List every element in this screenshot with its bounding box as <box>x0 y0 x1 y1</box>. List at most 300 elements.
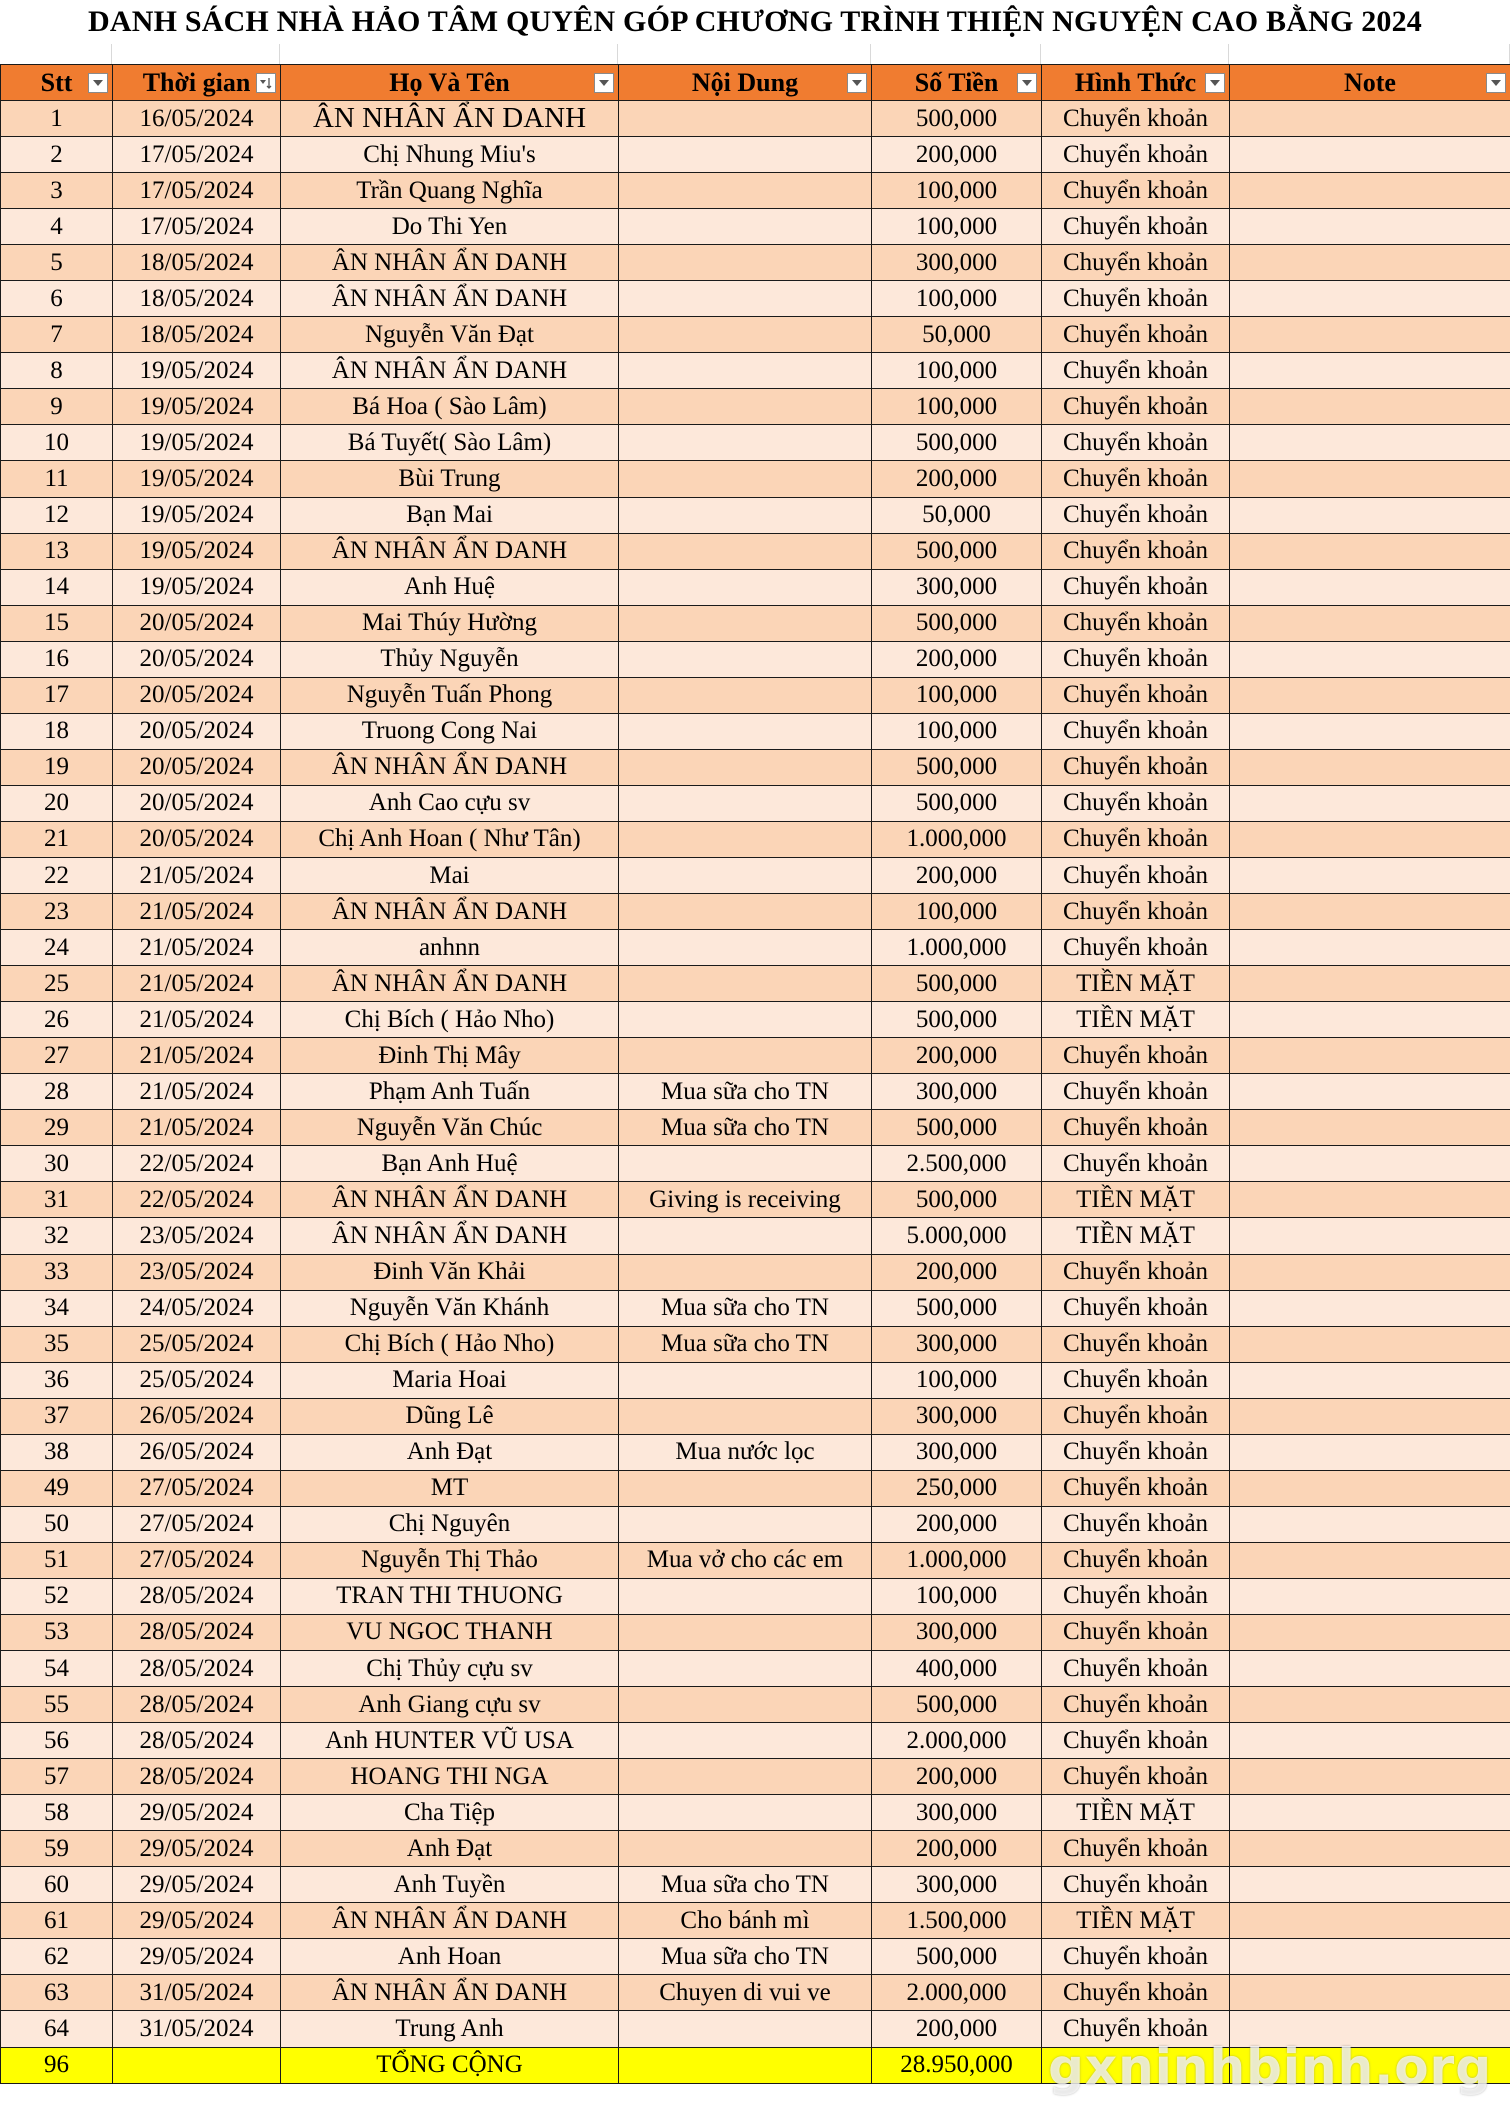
cell-amount[interactable]: 500,000 <box>872 1290 1042 1326</box>
cell-date[interactable]: 18/05/2024 <box>113 245 281 281</box>
cell-amount[interactable]: 100,000 <box>872 677 1042 713</box>
cell-note[interactable] <box>1230 1110 1510 1146</box>
cell-note[interactable] <box>1230 1254 1510 1290</box>
cell-stt[interactable]: 64 <box>1 2011 113 2047</box>
cell-method[interactable]: Chuyển khoản <box>1042 1362 1230 1398</box>
cell-name[interactable]: Đinh Thị Mây <box>281 1038 619 1074</box>
cell-date[interactable]: 28/05/2024 <box>113 1578 281 1614</box>
cell-name[interactable]: Chị Thủy cựu sv <box>281 1651 619 1687</box>
cell-content[interactable] <box>619 2011 872 2047</box>
cell-stt[interactable]: 16 <box>1 641 113 677</box>
cell-amount[interactable]: 1.500,000 <box>872 1903 1042 1939</box>
cell-date[interactable]: 23/05/2024 <box>113 1218 281 1254</box>
cell-note[interactable] <box>1230 1326 1510 1362</box>
cell-name[interactable]: Dũng Lê <box>281 1398 619 1434</box>
cell-note[interactable] <box>1230 317 1510 353</box>
cell-date[interactable]: 29/05/2024 <box>113 1831 281 1867</box>
cell-method[interactable]: Chuyển khoản <box>1042 1614 1230 1650</box>
cell-stt[interactable]: 56 <box>1 1723 113 1759</box>
cell-note[interactable] <box>1230 1506 1510 1542</box>
cell-content[interactable] <box>619 497 872 533</box>
cell-stt[interactable]: 20 <box>1 785 113 821</box>
cell-amount[interactable]: 100,000 <box>872 281 1042 317</box>
cell-content[interactable] <box>619 1795 872 1831</box>
filter-dropdown-icon[interactable] <box>594 73 614 93</box>
cell-method[interactable]: Chuyển khoản <box>1042 1326 1230 1362</box>
cell-name[interactable]: MT <box>281 1470 619 1506</box>
cell-amount[interactable]: 1.000,000 <box>872 821 1042 857</box>
cell-date[interactable]: 27/05/2024 <box>113 1470 281 1506</box>
cell-name[interactable]: Anh Tuyền <box>281 1867 619 1903</box>
cell-name[interactable]: Anh HUNTER VŨ USA <box>281 1723 619 1759</box>
cell-name[interactable]: Bùi Trung <box>281 461 619 497</box>
cell-note[interactable] <box>1230 966 1510 1002</box>
cell-amount[interactable]: 5.000,000 <box>872 1218 1042 1254</box>
cell-stt[interactable]: 37 <box>1 1398 113 1434</box>
cell-amount[interactable]: 200,000 <box>872 2011 1042 2047</box>
cell-date[interactable]: 19/05/2024 <box>113 497 281 533</box>
cell-name[interactable]: Nguyễn Tuấn Phong <box>281 677 619 713</box>
cell-note[interactable] <box>1230 605 1510 641</box>
cell-content[interactable] <box>619 101 872 137</box>
cell-amount[interactable]: 300,000 <box>872 1795 1042 1831</box>
cell-name[interactable]: Đinh Văn Khải <box>281 1254 619 1290</box>
cell-name[interactable]: ÂN NHÂN ẨN DANH <box>281 1182 619 1218</box>
cell-content[interactable] <box>619 569 872 605</box>
cell-method[interactable]: Chuyển khoản <box>1042 1074 1230 1110</box>
filter-dropdown-icon[interactable] <box>847 73 867 93</box>
cell-content[interactable] <box>619 1578 872 1614</box>
cell-date[interactable]: 23/05/2024 <box>113 1254 281 1290</box>
cell-note[interactable] <box>1230 245 1510 281</box>
cell-stt[interactable]: 28 <box>1 1074 113 1110</box>
cell-stt[interactable]: 51 <box>1 1542 113 1578</box>
cell-date[interactable]: 21/05/2024 <box>113 966 281 1002</box>
cell-stt[interactable]: 29 <box>1 1110 113 1146</box>
cell-amount[interactable]: 300,000 <box>872 569 1042 605</box>
cell-stt[interactable]: 26 <box>1 1002 113 1038</box>
cell-name[interactable]: Maria Hoai <box>281 1362 619 1398</box>
cell-note[interactable] <box>1230 1146 1510 1182</box>
cell-stt[interactable]: 49 <box>1 1470 113 1506</box>
cell-date[interactable]: 31/05/2024 <box>113 2011 281 2047</box>
cell-date[interactable]: 21/05/2024 <box>113 1038 281 1074</box>
cell-method[interactable]: Chuyển khoản <box>1042 1470 1230 1506</box>
cell-date[interactable]: 22/05/2024 <box>113 1146 281 1182</box>
cell-method[interactable]: Chuyển khoản <box>1042 713 1230 749</box>
cell-name[interactable]: Bá Tuyết( Sào Lâm) <box>281 425 619 461</box>
cell-method[interactable]: Chuyển khoản <box>1042 389 1230 425</box>
cell-note[interactable] <box>1230 1831 1510 1867</box>
cell-content[interactable]: Mua nước lọc <box>619 1434 872 1470</box>
cell-method[interactable]: Chuyển khoản <box>1042 245 1230 281</box>
cell-note[interactable] <box>1230 173 1510 209</box>
cell-content[interactable]: Cho bánh mì <box>619 1903 872 1939</box>
cell-amount[interactable]: 50,000 <box>872 317 1042 353</box>
cell-stt[interactable]: 21 <box>1 821 113 857</box>
cell-method[interactable]: Chuyển khoản <box>1042 1290 1230 1326</box>
cell-content[interactable] <box>619 1506 872 1542</box>
cell-note[interactable] <box>1230 857 1510 893</box>
cell-name[interactable]: ÂN NHÂN ẨN DANH <box>281 894 619 930</box>
cell-content[interactable] <box>619 857 872 893</box>
cell-stt[interactable]: 7 <box>1 317 113 353</box>
cell-method[interactable]: Chuyển khoản <box>1042 1723 1230 1759</box>
cell-method[interactable]: Chuyển khoản <box>1042 209 1230 245</box>
cell-content[interactable] <box>619 1038 872 1074</box>
cell-name[interactable]: Trung Anh <box>281 2011 619 2047</box>
cell-amount[interactable]: 100,000 <box>872 1362 1042 1398</box>
cell-name[interactable]: Anh Cao cựu sv <box>281 785 619 821</box>
cell-amount[interactable]: 300,000 <box>872 1398 1042 1434</box>
cell-content[interactable] <box>619 930 872 966</box>
cell-content[interactable]: Mua sữa cho TN <box>619 1326 872 1362</box>
cell-stt[interactable]: 11 <box>1 461 113 497</box>
cell-name[interactable]: Nguyễn Thị Thảo <box>281 1542 619 1578</box>
cell-content[interactable] <box>619 1687 872 1723</box>
cell-stt[interactable]: 27 <box>1 1038 113 1074</box>
cell-date[interactable]: 28/05/2024 <box>113 1759 281 1795</box>
cell-method[interactable]: Chuyển khoản <box>1042 1578 1230 1614</box>
cell-content[interactable] <box>619 353 872 389</box>
cell-method[interactable]: Chuyển khoản <box>1042 101 1230 137</box>
cell-name[interactable]: Mai Thúy Hường <box>281 605 619 641</box>
col-header-note[interactable] <box>1230 65 1510 101</box>
cell-amount[interactable]: 300,000 <box>872 1326 1042 1362</box>
cell-content[interactable]: Mua vở cho các em <box>619 1542 872 1578</box>
cell-name[interactable]: Chị Bích ( Hảo Nho) <box>281 1002 619 1038</box>
cell-method[interactable]: Chuyển khoản <box>1042 317 1230 353</box>
cell-name[interactable]: Nguyễn Văn Đạt <box>281 317 619 353</box>
cell-content[interactable] <box>619 605 872 641</box>
cell-amount[interactable]: 250,000 <box>872 1470 1042 1506</box>
cell-date[interactable]: 19/05/2024 <box>113 389 281 425</box>
cell-note[interactable] <box>1230 497 1510 533</box>
cell-stt[interactable]: 15 <box>1 605 113 641</box>
cell-content[interactable]: Mua sữa cho TN <box>619 1939 872 1975</box>
cell-note[interactable] <box>1230 1614 1510 1650</box>
cell-date[interactable]: 26/05/2024 <box>113 1398 281 1434</box>
cell-date[interactable]: 21/05/2024 <box>113 857 281 893</box>
cell-note[interactable] <box>1230 1651 1510 1687</box>
cell-amount[interactable]: 500,000 <box>872 425 1042 461</box>
cell-note[interactable] <box>1230 1939 1510 1975</box>
cell-method[interactable]: Chuyển khoản <box>1042 821 1230 857</box>
cell-method[interactable]: Chuyển khoản <box>1042 2011 1230 2047</box>
cell-amount[interactable]: 100,000 <box>872 389 1042 425</box>
cell-date[interactable]: 20/05/2024 <box>113 713 281 749</box>
cell-note[interactable] <box>1230 1074 1510 1110</box>
cell-date[interactable]: 19/05/2024 <box>113 353 281 389</box>
cell-name[interactable]: Anh Huệ <box>281 569 619 605</box>
cell-method[interactable]: Chuyển khoản <box>1042 1506 1230 1542</box>
cell-name[interactable]: VU NGOC THANH <box>281 1614 619 1650</box>
cell-note[interactable] <box>1230 1038 1510 1074</box>
cell-date[interactable]: 25/05/2024 <box>113 1362 281 1398</box>
cell-amount[interactable]: 500,000 <box>872 101 1042 137</box>
cell-amount[interactable]: 200,000 <box>872 641 1042 677</box>
sort-filter-icon[interactable] <box>256 73 276 93</box>
cell-date[interactable]: 19/05/2024 <box>113 425 281 461</box>
cell-note[interactable] <box>1230 1975 1510 2011</box>
cell-date[interactable]: 19/05/2024 <box>113 533 281 569</box>
cell-content[interactable] <box>619 1254 872 1290</box>
cell-content[interactable]: Chuyen di vui ve <box>619 1975 872 2011</box>
cell-content[interactable]: Giving is receiving <box>619 1182 872 1218</box>
cell-method[interactable]: Chuyển khoản <box>1042 677 1230 713</box>
cell-amount[interactable]: 100,000 <box>872 1578 1042 1614</box>
cell-content[interactable] <box>619 281 872 317</box>
cell-method[interactable]: Chuyển khoản <box>1042 569 1230 605</box>
cell-date[interactable]: 19/05/2024 <box>113 461 281 497</box>
cell-name[interactable]: Nguyễn Văn Khánh <box>281 1290 619 1326</box>
cell-stt[interactable]: 5 <box>1 245 113 281</box>
cell-date[interactable]: 21/05/2024 <box>113 1074 281 1110</box>
cell-stt[interactable]: 55 <box>1 1687 113 1723</box>
cell-stt[interactable]: 36 <box>1 1362 113 1398</box>
cell-method[interactable]: TIỀN MẶT <box>1042 1903 1230 1939</box>
cell-amount[interactable]: 500,000 <box>872 533 1042 569</box>
cell-name[interactable]: Thủy Nguyễn <box>281 641 619 677</box>
cell-amount[interactable]: 500,000 <box>872 749 1042 785</box>
cell-method[interactable]: Chuyển khoản <box>1042 137 1230 173</box>
cell-amount[interactable]: 500,000 <box>872 1002 1042 1038</box>
cell-name[interactable]: Trần Quang Nghĩa <box>281 173 619 209</box>
cell-note[interactable] <box>1230 1398 1510 1434</box>
cell-name[interactable]: Anh Hoan <box>281 1939 619 1975</box>
cell-name[interactable]: ÂN NHÂN ẨN DANH <box>281 533 619 569</box>
cell-name[interactable]: Anh Đạt <box>281 1831 619 1867</box>
cell-date[interactable]: 28/05/2024 <box>113 1651 281 1687</box>
cell-method[interactable]: Chuyển khoản <box>1042 281 1230 317</box>
cell-name[interactable]: ÂN NHÂN ẨN DANH <box>281 353 619 389</box>
cell-stt[interactable]: 50 <box>1 1506 113 1542</box>
cell-date[interactable]: 25/05/2024 <box>113 1326 281 1362</box>
cell-date[interactable]: 17/05/2024 <box>113 173 281 209</box>
cell-amount[interactable]: 100,000 <box>872 173 1042 209</box>
cell-content[interactable]: Mua sữa cho TN <box>619 1290 872 1326</box>
cell-method[interactable]: Chuyển khoản <box>1042 461 1230 497</box>
cell-stt[interactable]: 38 <box>1 1434 113 1470</box>
cell-amount[interactable]: 500,000 <box>872 785 1042 821</box>
cell-content[interactable] <box>619 173 872 209</box>
cell-note[interactable] <box>1230 533 1510 569</box>
cell-name[interactable]: ÂN NHÂN ẨN DANH <box>281 281 619 317</box>
cell-date[interactable]: 17/05/2024 <box>113 137 281 173</box>
col-header-method[interactable] <box>1042 65 1230 101</box>
cell-amount[interactable]: 1.000,000 <box>872 1542 1042 1578</box>
cell-method[interactable]: Chuyển khoản <box>1042 497 1230 533</box>
cell-method[interactable]: Chuyển khoản <box>1042 749 1230 785</box>
cell-amount[interactable]: 200,000 <box>872 1506 1042 1542</box>
cell-stt[interactable]: 4 <box>1 209 113 245</box>
cell-note[interactable] <box>1230 137 1510 173</box>
cell-method[interactable]: Chuyển khoản <box>1042 857 1230 893</box>
cell-name[interactable]: ÂN NHÂN ẨN DANH <box>281 1903 619 1939</box>
cell-date[interactable]: 29/05/2024 <box>113 1903 281 1939</box>
cell-name[interactable]: Anh Giang cựu sv <box>281 1687 619 1723</box>
filter-dropdown-icon[interactable] <box>1017 73 1037 93</box>
cell-note[interactable] <box>1230 1434 1510 1470</box>
cell-name[interactable]: ÂN NHÂN ẨN DANH <box>281 749 619 785</box>
cell-amount[interactable]: 300,000 <box>872 1074 1042 1110</box>
filter-dropdown-icon[interactable] <box>88 73 108 93</box>
cell-amount[interactable]: 300,000 <box>872 1614 1042 1650</box>
cell-stt[interactable]: 54 <box>1 1651 113 1687</box>
cell-note[interactable] <box>1230 101 1510 137</box>
cell-name[interactable]: ÂN NHÂN ẨN DANH <box>281 966 619 1002</box>
cell-amount[interactable]: 2.000,000 <box>872 1723 1042 1759</box>
cell-content[interactable] <box>619 389 872 425</box>
cell-stt[interactable]: 17 <box>1 677 113 713</box>
cell-name[interactable]: Phạm Anh Tuấn <box>281 1074 619 1110</box>
cell-stt[interactable]: 52 <box>1 1578 113 1614</box>
cell-stt[interactable]: 18 <box>1 713 113 749</box>
cell-stt[interactable]: 9 <box>1 389 113 425</box>
col-header-name[interactable] <box>281 65 619 101</box>
cell-name[interactable]: Bạn Mai <box>281 497 619 533</box>
cell-amount[interactable]: 200,000 <box>872 1759 1042 1795</box>
cell-note[interactable] <box>1230 1542 1510 1578</box>
cell-method[interactable]: TIỀN MẶT <box>1042 1218 1230 1254</box>
cell-amount[interactable]: 500,000 <box>872 1687 1042 1723</box>
cell-amount[interactable]: 100,000 <box>872 713 1042 749</box>
filter-dropdown-icon[interactable] <box>1486 73 1506 93</box>
cell-content[interactable] <box>619 461 872 497</box>
cell-note[interactable] <box>1230 677 1510 713</box>
cell-name[interactable]: TRAN THI THUONG <box>281 1578 619 1614</box>
cell-amount[interactable]: 500,000 <box>872 605 1042 641</box>
cell-note[interactable] <box>1230 353 1510 389</box>
cell-method[interactable]: TIỀN MẶT <box>1042 1002 1230 1038</box>
cell-content[interactable] <box>619 1002 872 1038</box>
cell-method[interactable]: Chuyển khoản <box>1042 1975 1230 2011</box>
cell-note[interactable] <box>1230 1903 1510 1939</box>
cell-content[interactable] <box>619 1831 872 1867</box>
total-method[interactable] <box>1042 2047 1230 2083</box>
cell-note[interactable] <box>1230 389 1510 425</box>
cell-date[interactable]: 28/05/2024 <box>113 1687 281 1723</box>
cell-content[interactable] <box>619 425 872 461</box>
cell-date[interactable]: 22/05/2024 <box>113 1182 281 1218</box>
cell-note[interactable] <box>1230 2011 1510 2047</box>
cell-note[interactable] <box>1230 1470 1510 1506</box>
cell-note[interactable] <box>1230 1687 1510 1723</box>
cell-date[interactable]: 20/05/2024 <box>113 785 281 821</box>
total-note[interactable] <box>1230 2047 1510 2083</box>
cell-amount[interactable]: 500,000 <box>872 1939 1042 1975</box>
col-header-stt[interactable] <box>1 65 113 101</box>
cell-method[interactable]: Chuyển khoản <box>1042 1254 1230 1290</box>
cell-note[interactable] <box>1230 461 1510 497</box>
cell-stt[interactable]: 22 <box>1 857 113 893</box>
cell-method[interactable]: Chuyển khoản <box>1042 1687 1230 1723</box>
cell-content[interactable] <box>619 785 872 821</box>
cell-date[interactable]: 20/05/2024 <box>113 677 281 713</box>
col-header-time[interactable] <box>113 65 281 101</box>
cell-date[interactable]: 21/05/2024 <box>113 894 281 930</box>
cell-method[interactable]: Chuyển khoản <box>1042 894 1230 930</box>
cell-amount[interactable]: 100,000 <box>872 353 1042 389</box>
cell-date[interactable]: 19/05/2024 <box>113 569 281 605</box>
cell-content[interactable] <box>619 1146 872 1182</box>
cell-stt[interactable]: 32 <box>1 1218 113 1254</box>
cell-stt[interactable]: 23 <box>1 894 113 930</box>
cell-date[interactable]: 18/05/2024 <box>113 317 281 353</box>
cell-date[interactable]: 21/05/2024 <box>113 1110 281 1146</box>
cell-note[interactable] <box>1230 1867 1510 1903</box>
cell-amount[interactable]: 200,000 <box>872 1254 1042 1290</box>
cell-stt[interactable]: 25 <box>1 966 113 1002</box>
cell-stt[interactable]: 30 <box>1 1146 113 1182</box>
cell-date[interactable]: 29/05/2024 <box>113 1939 281 1975</box>
cell-name[interactable]: Nguyễn Văn Chúc <box>281 1110 619 1146</box>
cell-amount[interactable]: 300,000 <box>872 1434 1042 1470</box>
cell-note[interactable] <box>1230 1362 1510 1398</box>
cell-note[interactable] <box>1230 209 1510 245</box>
cell-content[interactable] <box>619 1651 872 1687</box>
cell-name[interactable]: ÂN NHÂN ẨN DANH <box>281 101 619 137</box>
col-header-content[interactable] <box>619 65 872 101</box>
cell-date[interactable]: 20/05/2024 <box>113 821 281 857</box>
cell-name[interactable]: Chị Anh Hoan ( Như Tân) <box>281 821 619 857</box>
cell-date[interactable]: 27/05/2024 <box>113 1542 281 1578</box>
cell-content[interactable] <box>619 749 872 785</box>
cell-content[interactable] <box>619 245 872 281</box>
cell-note[interactable] <box>1230 1002 1510 1038</box>
cell-stt[interactable]: 13 <box>1 533 113 569</box>
cell-date[interactable]: 21/05/2024 <box>113 1002 281 1038</box>
cell-amount[interactable]: 300,000 <box>872 1867 1042 1903</box>
cell-date[interactable]: 21/05/2024 <box>113 930 281 966</box>
filter-dropdown-icon[interactable] <box>1205 73 1225 93</box>
cell-amount[interactable]: 200,000 <box>872 1038 1042 1074</box>
cell-method[interactable]: TIỀN MẶT <box>1042 966 1230 1002</box>
cell-note[interactable] <box>1230 425 1510 461</box>
total-date[interactable] <box>113 2047 281 2083</box>
cell-method[interactable]: Chuyển khoản <box>1042 1398 1230 1434</box>
cell-amount[interactable]: 100,000 <box>872 209 1042 245</box>
cell-date[interactable]: 31/05/2024 <box>113 1975 281 2011</box>
cell-note[interactable] <box>1230 894 1510 930</box>
col-header-amount[interactable] <box>872 65 1042 101</box>
cell-date[interactable]: 28/05/2024 <box>113 1614 281 1650</box>
cell-amount[interactable]: 500,000 <box>872 1110 1042 1146</box>
cell-content[interactable] <box>619 1723 872 1759</box>
cell-note[interactable] <box>1230 821 1510 857</box>
cell-stt[interactable]: 58 <box>1 1795 113 1831</box>
cell-amount[interactable]: 200,000 <box>872 137 1042 173</box>
cell-amount[interactable]: 200,000 <box>872 1831 1042 1867</box>
cell-method[interactable]: Chuyển khoản <box>1042 1831 1230 1867</box>
cell-name[interactable]: Chị Nhung Miu's <box>281 137 619 173</box>
cell-stt[interactable]: 1 <box>1 101 113 137</box>
cell-stt[interactable]: 3 <box>1 173 113 209</box>
cell-method[interactable]: Chuyển khoản <box>1042 425 1230 461</box>
cell-stt[interactable]: 59 <box>1 1831 113 1867</box>
cell-date[interactable]: 29/05/2024 <box>113 1795 281 1831</box>
cell-method[interactable]: Chuyển khoản <box>1042 605 1230 641</box>
total-stt[interactable]: 96 <box>1 2047 113 2083</box>
cell-amount[interactable]: 100,000 <box>872 894 1042 930</box>
cell-note[interactable] <box>1230 713 1510 749</box>
cell-date[interactable]: 18/05/2024 <box>113 281 281 317</box>
cell-method[interactable]: Chuyển khoản <box>1042 353 1230 389</box>
cell-name[interactable]: Mai <box>281 857 619 893</box>
cell-stt[interactable]: 34 <box>1 1290 113 1326</box>
cell-method[interactable]: Chuyển khoản <box>1042 1939 1230 1975</box>
total-content[interactable] <box>619 2047 872 2083</box>
